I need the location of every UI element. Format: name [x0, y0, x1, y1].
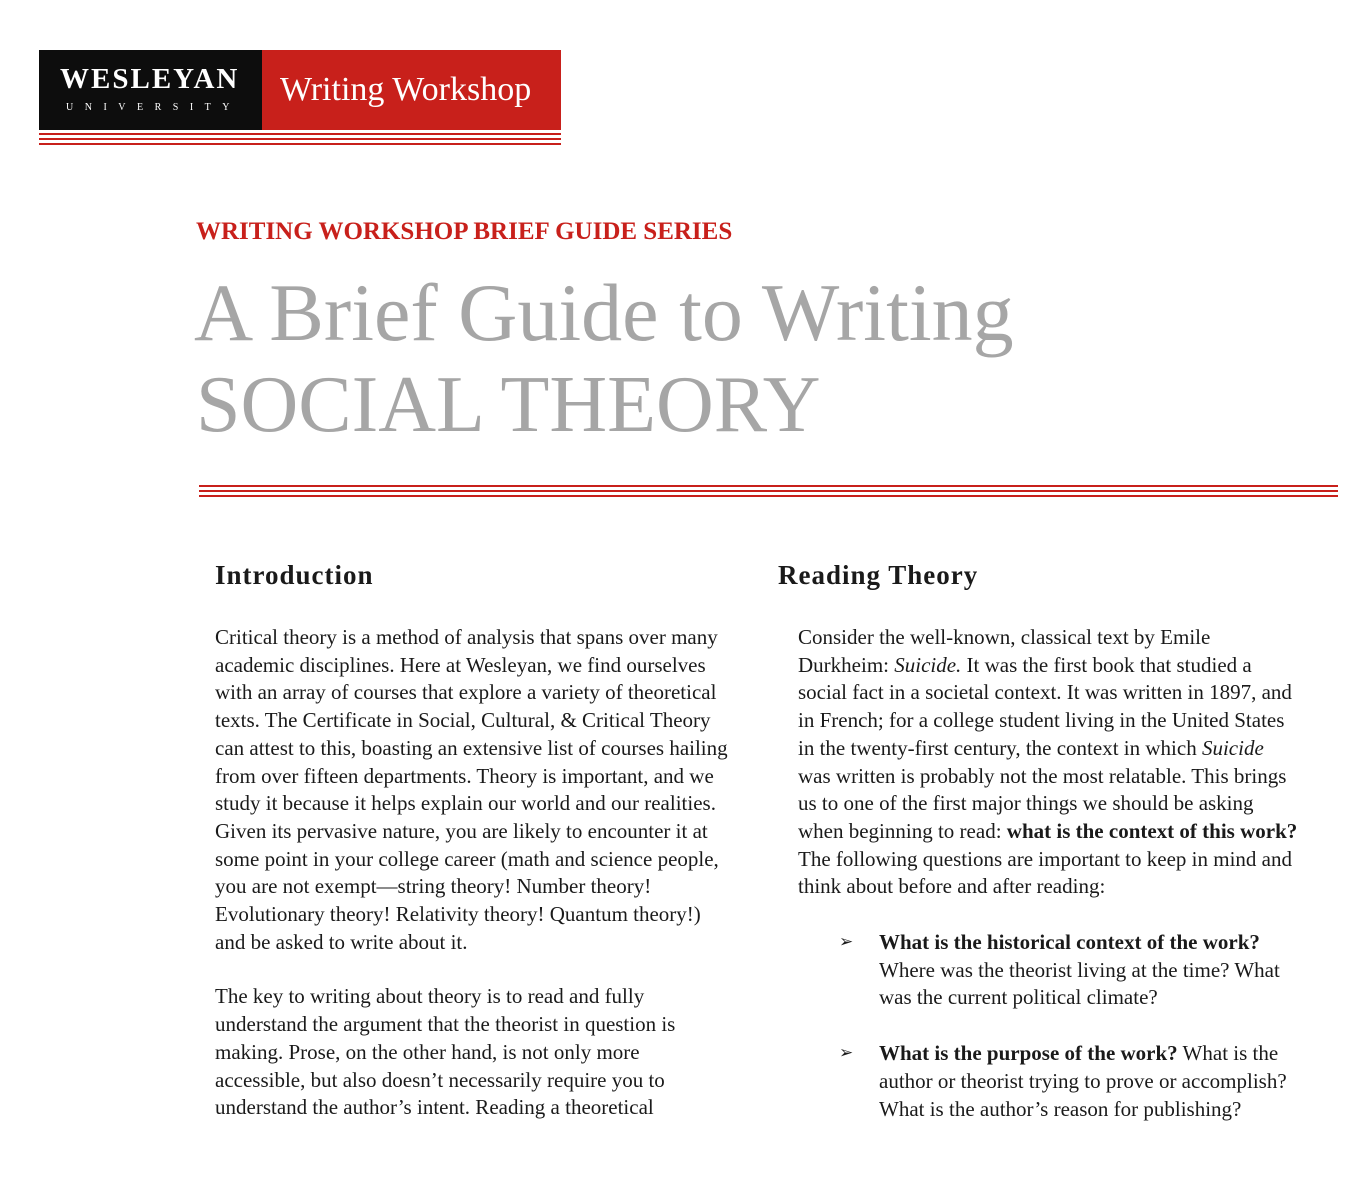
introduction-paragraph-1: Critical theory is a method of analysis that spans over many academic disciplines. Here at Wesleyan, we find ourselves with an array of courses that explore a variety of theoretical texts. The Certificate in Social, Cultural, & Critical Theory can attest to this, boasting an extensive list of courses hailing from over fifteen departments. Theory is important, and we study it because it helps explain our world and our realities. Given its pervasive nature, you are likely to encounter it at some point in your college career (math and science people, you are not exempt—string theory! Number theory! Evolutionary theory! Relativity theory! Quantum theory!) and be asked to write about it.: [215, 625, 728, 954]
arrowhead-bullet-icon: ➢: [839, 1043, 854, 1064]
header-rule: [39, 133, 561, 148]
introduction-column: [215, 560, 735, 1149]
reading-theory-column: [778, 560, 1298, 1151]
arrowhead-bullet-icon: ➢: [839, 932, 854, 953]
reading-theory-heading: Reading Theory: [778, 560, 979, 590]
page-title-line-1: A Brief Guide to Writing: [194, 267, 1014, 358]
wesleyan-logo: [39, 50, 262, 130]
logo-wordmark: WESLEYAN: [60, 63, 240, 95]
header-banner: [39, 50, 561, 130]
list-item: ➢ What is the historical context of the work? Where was the theorist living at the time? What was the current political climate?: [839, 930, 1280, 1010]
banner-title: Writing Workshop: [262, 50, 561, 130]
logo-subtitle: UNIVERSITY: [66, 102, 241, 113]
list-item: ➢ What is the purpose of the work? What is the author or theorist trying to prove or accomplish? What is the author’s reason for publishing?: [839, 1041, 1287, 1121]
series-label: WRITING WORKSHOP BRIEF GUIDE SERIES: [196, 218, 733, 245]
question-list: [839, 929, 1298, 1123]
title-rule: [199, 485, 1338, 500]
page-title-line-2: SOCIAL THEORY: [196, 361, 821, 449]
introduction-paragraph-2: The key to writing about theory is to read and fully understand the argument that the theorist in question is making. Prose, on the other hand, is not only more accessible, but also doesn’t necessarily require you to understand the author’s intent. Reading a theoretical: [215, 984, 676, 1120]
introduction-heading: Introduction: [215, 560, 374, 590]
reading-theory-paragraph: Consider the well-known, classical text by Emile Durkheim: Suicide. It was the first book that studied a social fact in a societal context. It was written in 1897, and in French; for a college student living in the United States in the twenty-first century, the context in which Suicide was written is probably not the most relatable. This brings us to one of the first major things we should be asking when beginning to read: what is the context of this work? The following questions are important to keep in mind and think about before and after reading:: [798, 625, 1298, 899]
